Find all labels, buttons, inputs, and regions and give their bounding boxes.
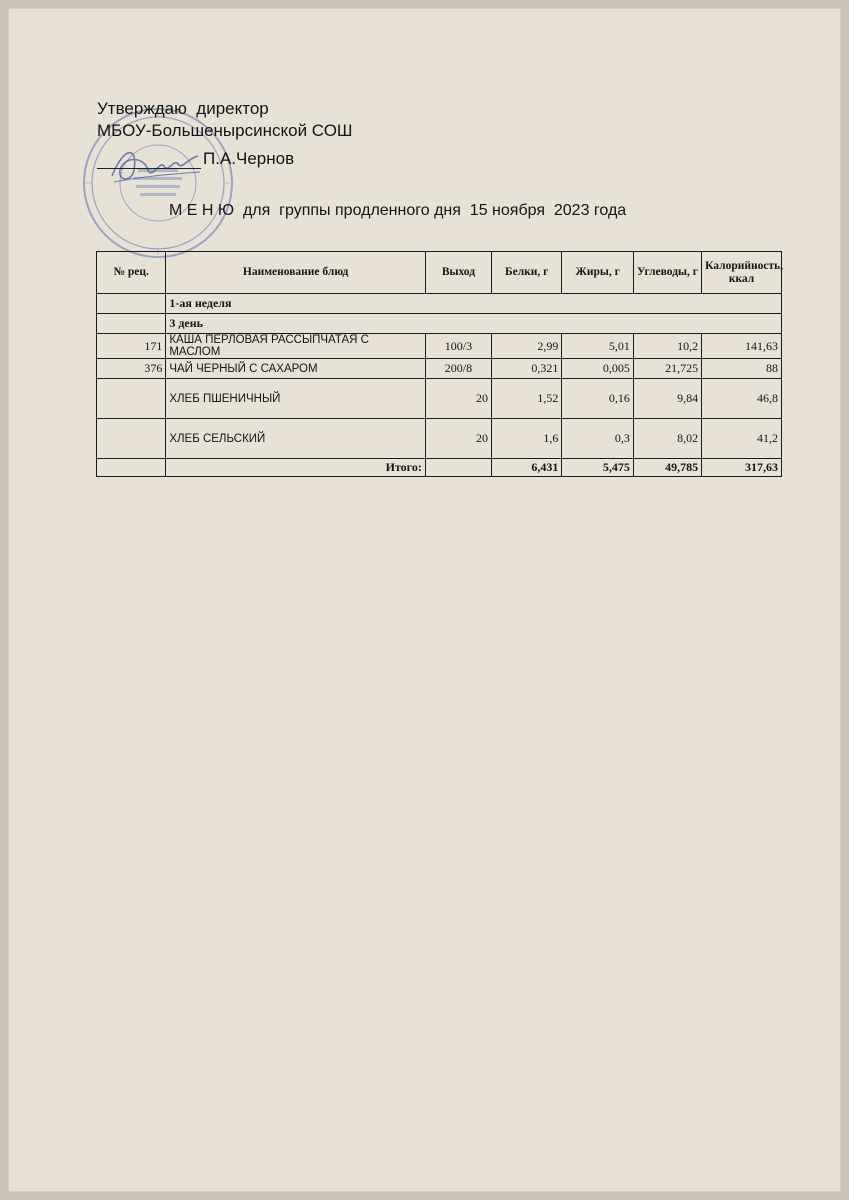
cell-fat: 0,005 <box>562 359 633 379</box>
week-label: 1-ая неделя <box>166 294 782 314</box>
table-row <box>97 334 782 359</box>
table-header-row <box>97 252 782 294</box>
cell-carbs: 9,84 <box>633 379 701 419</box>
cell-kcal: 46,8 <box>702 379 782 419</box>
total-protein: 6,431 <box>492 459 562 477</box>
cell-rec <box>97 419 166 459</box>
cell-rec: 171 <box>97 334 166 359</box>
menu-title: М Е Н Ю для группы продленного дня 15 ноября 2023 года <box>169 202 627 219</box>
total-row <box>97 459 782 477</box>
week-row <box>97 294 782 314</box>
cell-name: ЧАЙ ЧЕРНЫЙ С САХАРОМ <box>166 359 426 379</box>
cell-protein: 2,99 <box>492 334 562 359</box>
header-protein: Белки, г <box>492 252 562 294</box>
menu-table <box>96 251 782 477</box>
header-name: Наименование блюд <box>166 252 426 294</box>
cell-protein: 1,6 <box>492 419 562 459</box>
total-label: Итого: <box>166 459 426 477</box>
cell-kcal: 88 <box>702 359 782 379</box>
cell-fat: 0,16 <box>562 379 633 419</box>
header-out: Выход <box>425 252 491 294</box>
approval-line-director: Утверждаю директор <box>97 99 269 118</box>
cell-carbs: 8,02 <box>633 419 701 459</box>
cell-name: КАША ПЕРЛОВАЯ РАССЫПЧАТАЯ С МАСЛОМ <box>166 334 426 359</box>
header-kcal: Калорийность, ккал <box>702 252 782 294</box>
cell-kcal: 141,63 <box>702 334 782 359</box>
header-rec: № рец. <box>97 252 166 294</box>
table-row <box>97 379 782 419</box>
cell-fat: 0,3 <box>562 419 633 459</box>
document-page <box>8 8 841 1192</box>
cell-protein: 0,321 <box>492 359 562 379</box>
table-row <box>97 419 782 459</box>
day-row <box>97 314 782 334</box>
table-row <box>97 359 782 379</box>
cell-out: 200/8 <box>425 359 491 379</box>
cell-rec <box>97 379 166 419</box>
cell-fat: 5,01 <box>562 334 633 359</box>
cell-rec: 376 <box>97 359 166 379</box>
signature-line <box>97 168 201 169</box>
cell-name: ХЛЕБ ПШЕНИЧНЫЙ <box>166 379 426 419</box>
cell-protein: 1,52 <box>492 379 562 419</box>
cell-carbs: 21,725 <box>633 359 701 379</box>
cell-out: 100/3 <box>425 334 491 359</box>
total-carbs: 49,785 <box>633 459 701 477</box>
cell-kcal: 41,2 <box>702 419 782 459</box>
director-signature <box>104 136 204 196</box>
cell-out: 20 <box>425 419 491 459</box>
total-kcal: 317,63 <box>702 459 782 477</box>
approval-line-name: П.А.Чернов <box>203 149 295 168</box>
approval-line-school: МБОУ-Большенырсинской СОШ <box>97 121 353 140</box>
header-fat: Жиры, г <box>562 252 633 294</box>
header-carbs: Углеводы, г <box>633 252 701 294</box>
cell-out: 20 <box>425 379 491 419</box>
cell-name: ХЛЕБ СЕЛЬСКИЙ <box>166 419 426 459</box>
day-label: 3 день <box>166 314 782 334</box>
cell-carbs: 10,2 <box>633 334 701 359</box>
total-fat: 5,475 <box>562 459 633 477</box>
